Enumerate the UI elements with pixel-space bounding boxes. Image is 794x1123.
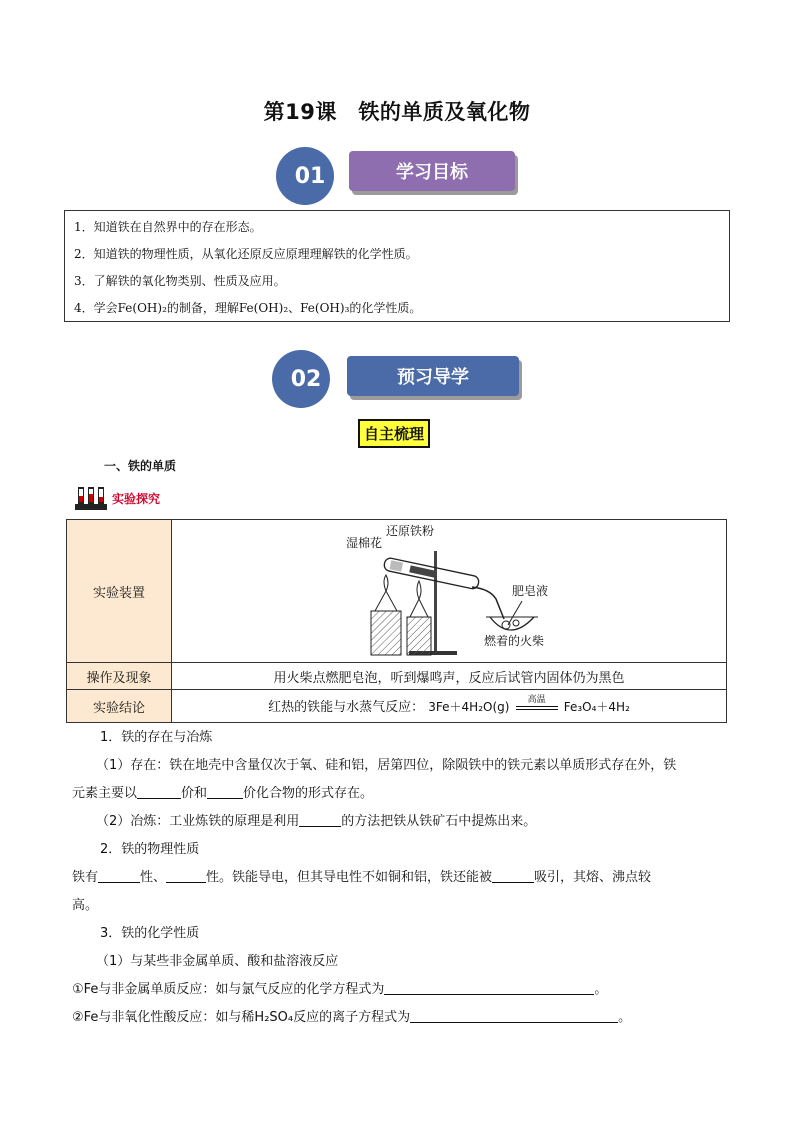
- reaction-condition-text: 高温: [527, 695, 546, 706]
- text-run: 价化合物的形式存在。: [243, 786, 374, 801]
- paragraph: [72, 808, 732, 836]
- fill-blank[interactable]: [492, 868, 534, 883]
- paragraph: [72, 864, 732, 892]
- paragraph: （1）存在：铁在地壳中含量仅次于氧、硅和铝，居第四位，除陨铁中的铁元素以单质形式存在外，铁: [96, 758, 677, 773]
- text-run: 性。铁能导电，但其导电性不如铜和铝，铁还能被: [206, 870, 493, 885]
- goal-item: 3．了解铁的氧化物类别、性质及应用。: [74, 274, 286, 288]
- table-row: [67, 663, 727, 690]
- fill-blank[interactable]: [98, 868, 140, 883]
- text-run: ②Fe与非氧化性酸反应：如与稀H₂SO₄反应的离子方程式为: [72, 1010, 411, 1025]
- table-label-operation: 操作及现象: [67, 663, 172, 690]
- paragraph: （1）与某些非金属单质、酸和盐溶液反应: [96, 954, 339, 969]
- table-label-apparatus: 实验装置: [67, 520, 172, 663]
- paragraph: 高。: [72, 898, 99, 913]
- subheading: 3．铁的化学性质: [100, 926, 200, 941]
- text-run: ①Fe与非金属单质反应：如与氯气反应的化学方程式为: [72, 982, 385, 997]
- section-tag: 自主梳理: [358, 419, 430, 448]
- main-content: [72, 724, 732, 1032]
- fill-blank[interactable]: [166, 868, 206, 883]
- experiment-table: [66, 519, 727, 723]
- goal-item: 2．知道铁的物理性质，从氧化还原反应原理理解铁的化学性质。: [74, 247, 418, 261]
- label-soap-solution: 肥皂液: [512, 583, 549, 598]
- test-tube-rack-icon: [74, 485, 108, 511]
- label-burning-match: 燃着的火柴: [484, 633, 545, 648]
- equation-arrow-line: [516, 706, 558, 710]
- subheading: 1．铁的存在与冶炼: [100, 730, 213, 745]
- text-run: 。: [618, 1010, 632, 1025]
- table-value-conclusion: [172, 690, 727, 723]
- experiment-explore-header: [74, 484, 160, 512]
- badge-number-circle: [276, 147, 334, 205]
- apparatus-diagram-cell: [172, 520, 727, 663]
- fill-blank[interactable]: [410, 1008, 618, 1023]
- heading-iron-element: 一、铁的单质: [104, 459, 177, 473]
- badge-label-box: [349, 151, 515, 191]
- fill-blank[interactable]: [207, 784, 243, 799]
- fill-blank[interactable]: [137, 784, 181, 799]
- conclusion-prefix: 红热的铁能与水蒸气反应：: [268, 699, 425, 715]
- text-run: 。: [594, 982, 608, 997]
- table-row: [67, 520, 727, 663]
- text-run: 元素主要以: [72, 786, 138, 801]
- table-value-operation: 用火柴点燃肥皂泡，听到爆鸣声，反应后试管内固体仍为黑色: [172, 663, 727, 690]
- badge-label: 预习导学: [397, 367, 469, 388]
- table-label-conclusion: 实验结论: [67, 690, 172, 723]
- text-run: 的方法把铁从铁矿石中提炼出来。: [341, 814, 537, 829]
- text-run: 价和: [181, 786, 208, 801]
- goal-item: 4．学会Fe(OH)₂的制备，理解Fe(OH)₂、Fe(OH)₃的化学性质。: [74, 301, 422, 315]
- reaction-condition: [514, 695, 560, 716]
- badge-label: 学习目标: [396, 162, 468, 183]
- goal-item: 1．知道铁在自然界中的存在形态。: [74, 220, 262, 234]
- badge-label-box: [347, 356, 519, 396]
- equation-left: 3Fe＋4H₂O(g): [428, 699, 510, 714]
- experiment-explore-label: 实验探究: [112, 491, 161, 506]
- badge-number-circle: [272, 350, 330, 408]
- paragraph: [72, 976, 732, 1004]
- page-title: 第19课 铁的单质及氧化物: [263, 100, 531, 124]
- text-run: （2）冶炼：工业炼铁的原理是利用: [96, 814, 300, 829]
- badge-number: 02: [290, 366, 322, 392]
- learning-goals-box: [64, 210, 730, 322]
- fill-blank[interactable]: [384, 980, 594, 995]
- paragraph: [72, 780, 732, 808]
- badge-number: 01: [294, 163, 326, 189]
- subheading: 2．铁的物理性质: [100, 842, 200, 857]
- text-run: 铁有: [72, 870, 99, 885]
- apparatus-diagram: [172, 521, 728, 662]
- fill-blank[interactable]: [299, 812, 341, 827]
- label-iron-powder: 还原铁粉: [386, 523, 435, 538]
- badge-learning-goals: [276, 147, 526, 207]
- table-row: [67, 690, 727, 723]
- text-run: 性、: [140, 870, 167, 885]
- badge-preview-guide: [272, 350, 532, 410]
- label-wet-cotton: 湿棉花: [346, 535, 383, 550]
- equation-right: Fe₃O₄＋4H₂: [563, 699, 630, 714]
- text-run: 吸引，其熔、沸点较: [534, 870, 652, 885]
- paragraph: [72, 1004, 732, 1032]
